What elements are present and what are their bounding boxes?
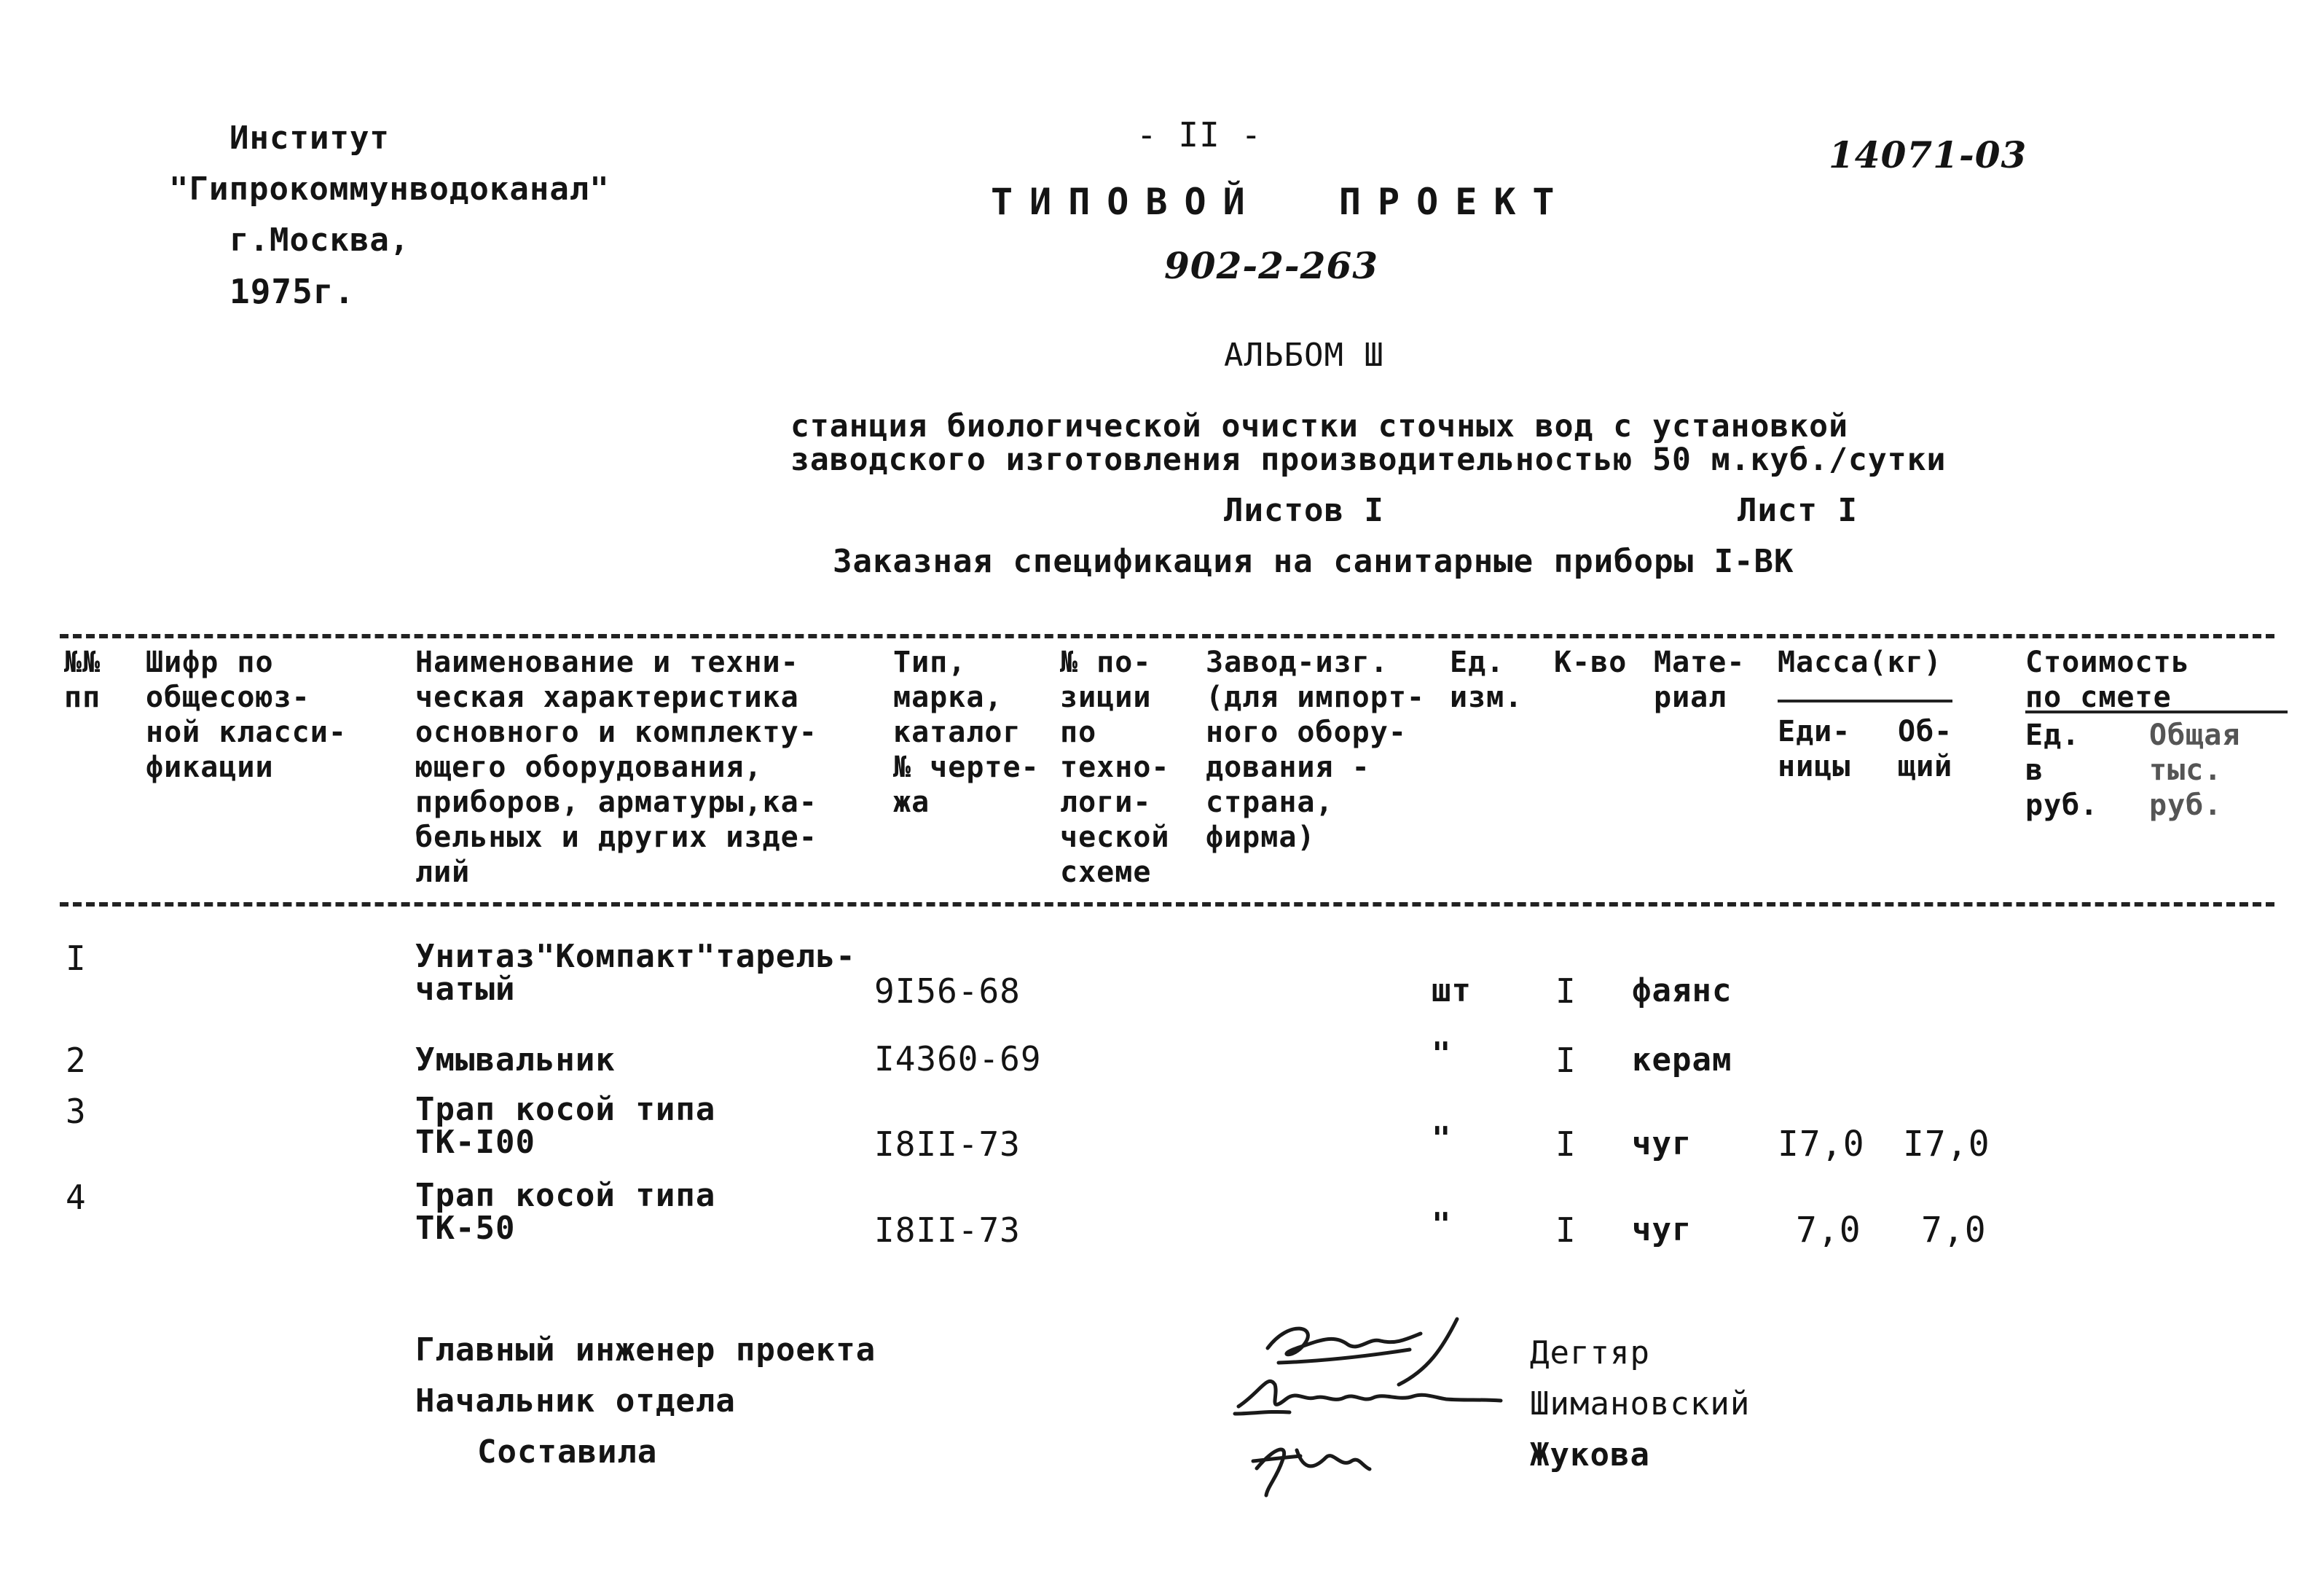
row-name: Унитаз"Компакт"тарель- чатый	[415, 938, 856, 1008]
page-number: - II -	[1137, 115, 1263, 154]
row-name: Трап косой типа ТК-50	[415, 1177, 716, 1247]
header-bottom-divider	[60, 902, 2274, 907]
col-header-cost: Стоимость по смете	[2025, 646, 2190, 714]
header-top-divider	[60, 634, 2274, 638]
row-num: 3	[66, 1092, 87, 1131]
col-header-code: Шифр по общесоюз- ной класси- фикации	[146, 646, 347, 784]
chief-engineer-role: Главный инженер проекта	[415, 1331, 876, 1369]
row-name: Умывальник	[415, 1041, 616, 1079]
row-material: керам	[1632, 1041, 1732, 1079]
department-head-name: Шимановский	[1530, 1385, 1751, 1422]
row-mass-total: 7,0	[1921, 1210, 1987, 1250]
mass-header-rule	[1778, 700, 1952, 702]
row-qty: I	[1555, 1124, 1577, 1164]
row-mass-total: I7,0	[1903, 1124, 1990, 1165]
project-number: 902-2-263	[1164, 244, 1379, 287]
col-header-position: № по- зиции по техно- логи- ческой схеме	[1060, 646, 1170, 889]
chief-engineer-name: Дегтяр	[1530, 1334, 1650, 1371]
spec-title: Заказная спецификация на санитарные приборы I-ВК	[833, 543, 1794, 580]
row-num: 4	[66, 1178, 87, 1217]
row-material: чуг	[1632, 1211, 1692, 1248]
doc-code: 14071-03	[1829, 133, 2027, 176]
row-type: 9I56-68	[874, 971, 1021, 1011]
signature-compiler	[1253, 1449, 1370, 1495]
row-unit: "	[1432, 1036, 1452, 1073]
sheet-number: Лист I	[1738, 492, 1858, 529]
institute-year: 1975г.	[229, 272, 356, 311]
row-num: I	[66, 939, 87, 978]
row-type: I8II-73	[874, 1124, 1021, 1164]
row-material: чуг	[1632, 1125, 1692, 1162]
album-title: АЛЬБОМ Ш	[1224, 337, 1384, 374]
department-head-role: Начальник отдела	[415, 1382, 736, 1420]
compiler-name: Жукова	[1530, 1436, 1650, 1473]
col-header-mass-total: Об- щий	[1898, 715, 1953, 783]
row-name: Трап косой типа ТК-I00	[415, 1091, 716, 1161]
row-mass-unit: 7,0	[1796, 1210, 1861, 1250]
row-unit: "	[1432, 1206, 1452, 1243]
signature-chief	[1268, 1319, 1457, 1385]
institute-line1: Институт	[229, 120, 390, 157]
row-unit: шт	[1432, 972, 1472, 1009]
project-type-title: ТИПОВОЙ ПРОЕКТ	[991, 181, 1571, 223]
row-qty: I	[1555, 971, 1577, 1011]
signature-head	[1235, 1381, 1501, 1414]
col-header-mass-unit: Еди- ницы	[1778, 715, 1851, 783]
row-type: I8II-73	[874, 1210, 1021, 1250]
col-header-qty: К-во	[1554, 646, 1628, 679]
col-header-mass: Масса(кг)	[1778, 646, 1942, 679]
institute-city: г.Москва,	[229, 222, 410, 259]
col-header-unit: Ед. изм.	[1450, 646, 1523, 714]
col-header-maker: Завод-изг. (для импорт- ного обору- дования - страна, фирма)	[1206, 646, 1425, 854]
col-header-cost-total: Общая тыс. руб.	[2149, 719, 2241, 822]
row-unit: "	[1432, 1120, 1452, 1157]
sheets-count: Листов I	[1224, 492, 1384, 529]
project-desc-line1: станция биологической очистки сточных вод с установкой	[790, 408, 1848, 445]
col-header-num: №№ пп	[64, 646, 101, 714]
col-header-name: Наименование и техни- ческая характеристика основного и комплекту- ющего оборудования, приборов, арматуры,ка- бельных и других изде- лий	[415, 646, 817, 889]
institute-name: "Гипрокоммунводоканал"	[169, 171, 610, 208]
compiler-role: Составила	[477, 1433, 658, 1471]
row-qty: I	[1555, 1210, 1577, 1250]
row-type: I4360-69	[874, 1039, 1042, 1079]
row-qty: I	[1555, 1041, 1577, 1080]
row-material: фаянс	[1632, 972, 1732, 1009]
col-header-cost-unit: Ед. в руб.	[2025, 719, 2099, 822]
cost-header-rule	[2025, 711, 2288, 713]
col-header-type: Тип, марка, каталог № черте- жа	[893, 646, 1040, 819]
col-header-material: Мате- риал	[1654, 646, 1746, 714]
row-mass-unit: I7,0	[1778, 1124, 1865, 1165]
row-num: 2	[66, 1041, 87, 1080]
handwritten-signatures	[1224, 1304, 1530, 1508]
project-desc-line2: заводского изготовления производительностью 50 м.куб./сутки	[790, 442, 1947, 478]
